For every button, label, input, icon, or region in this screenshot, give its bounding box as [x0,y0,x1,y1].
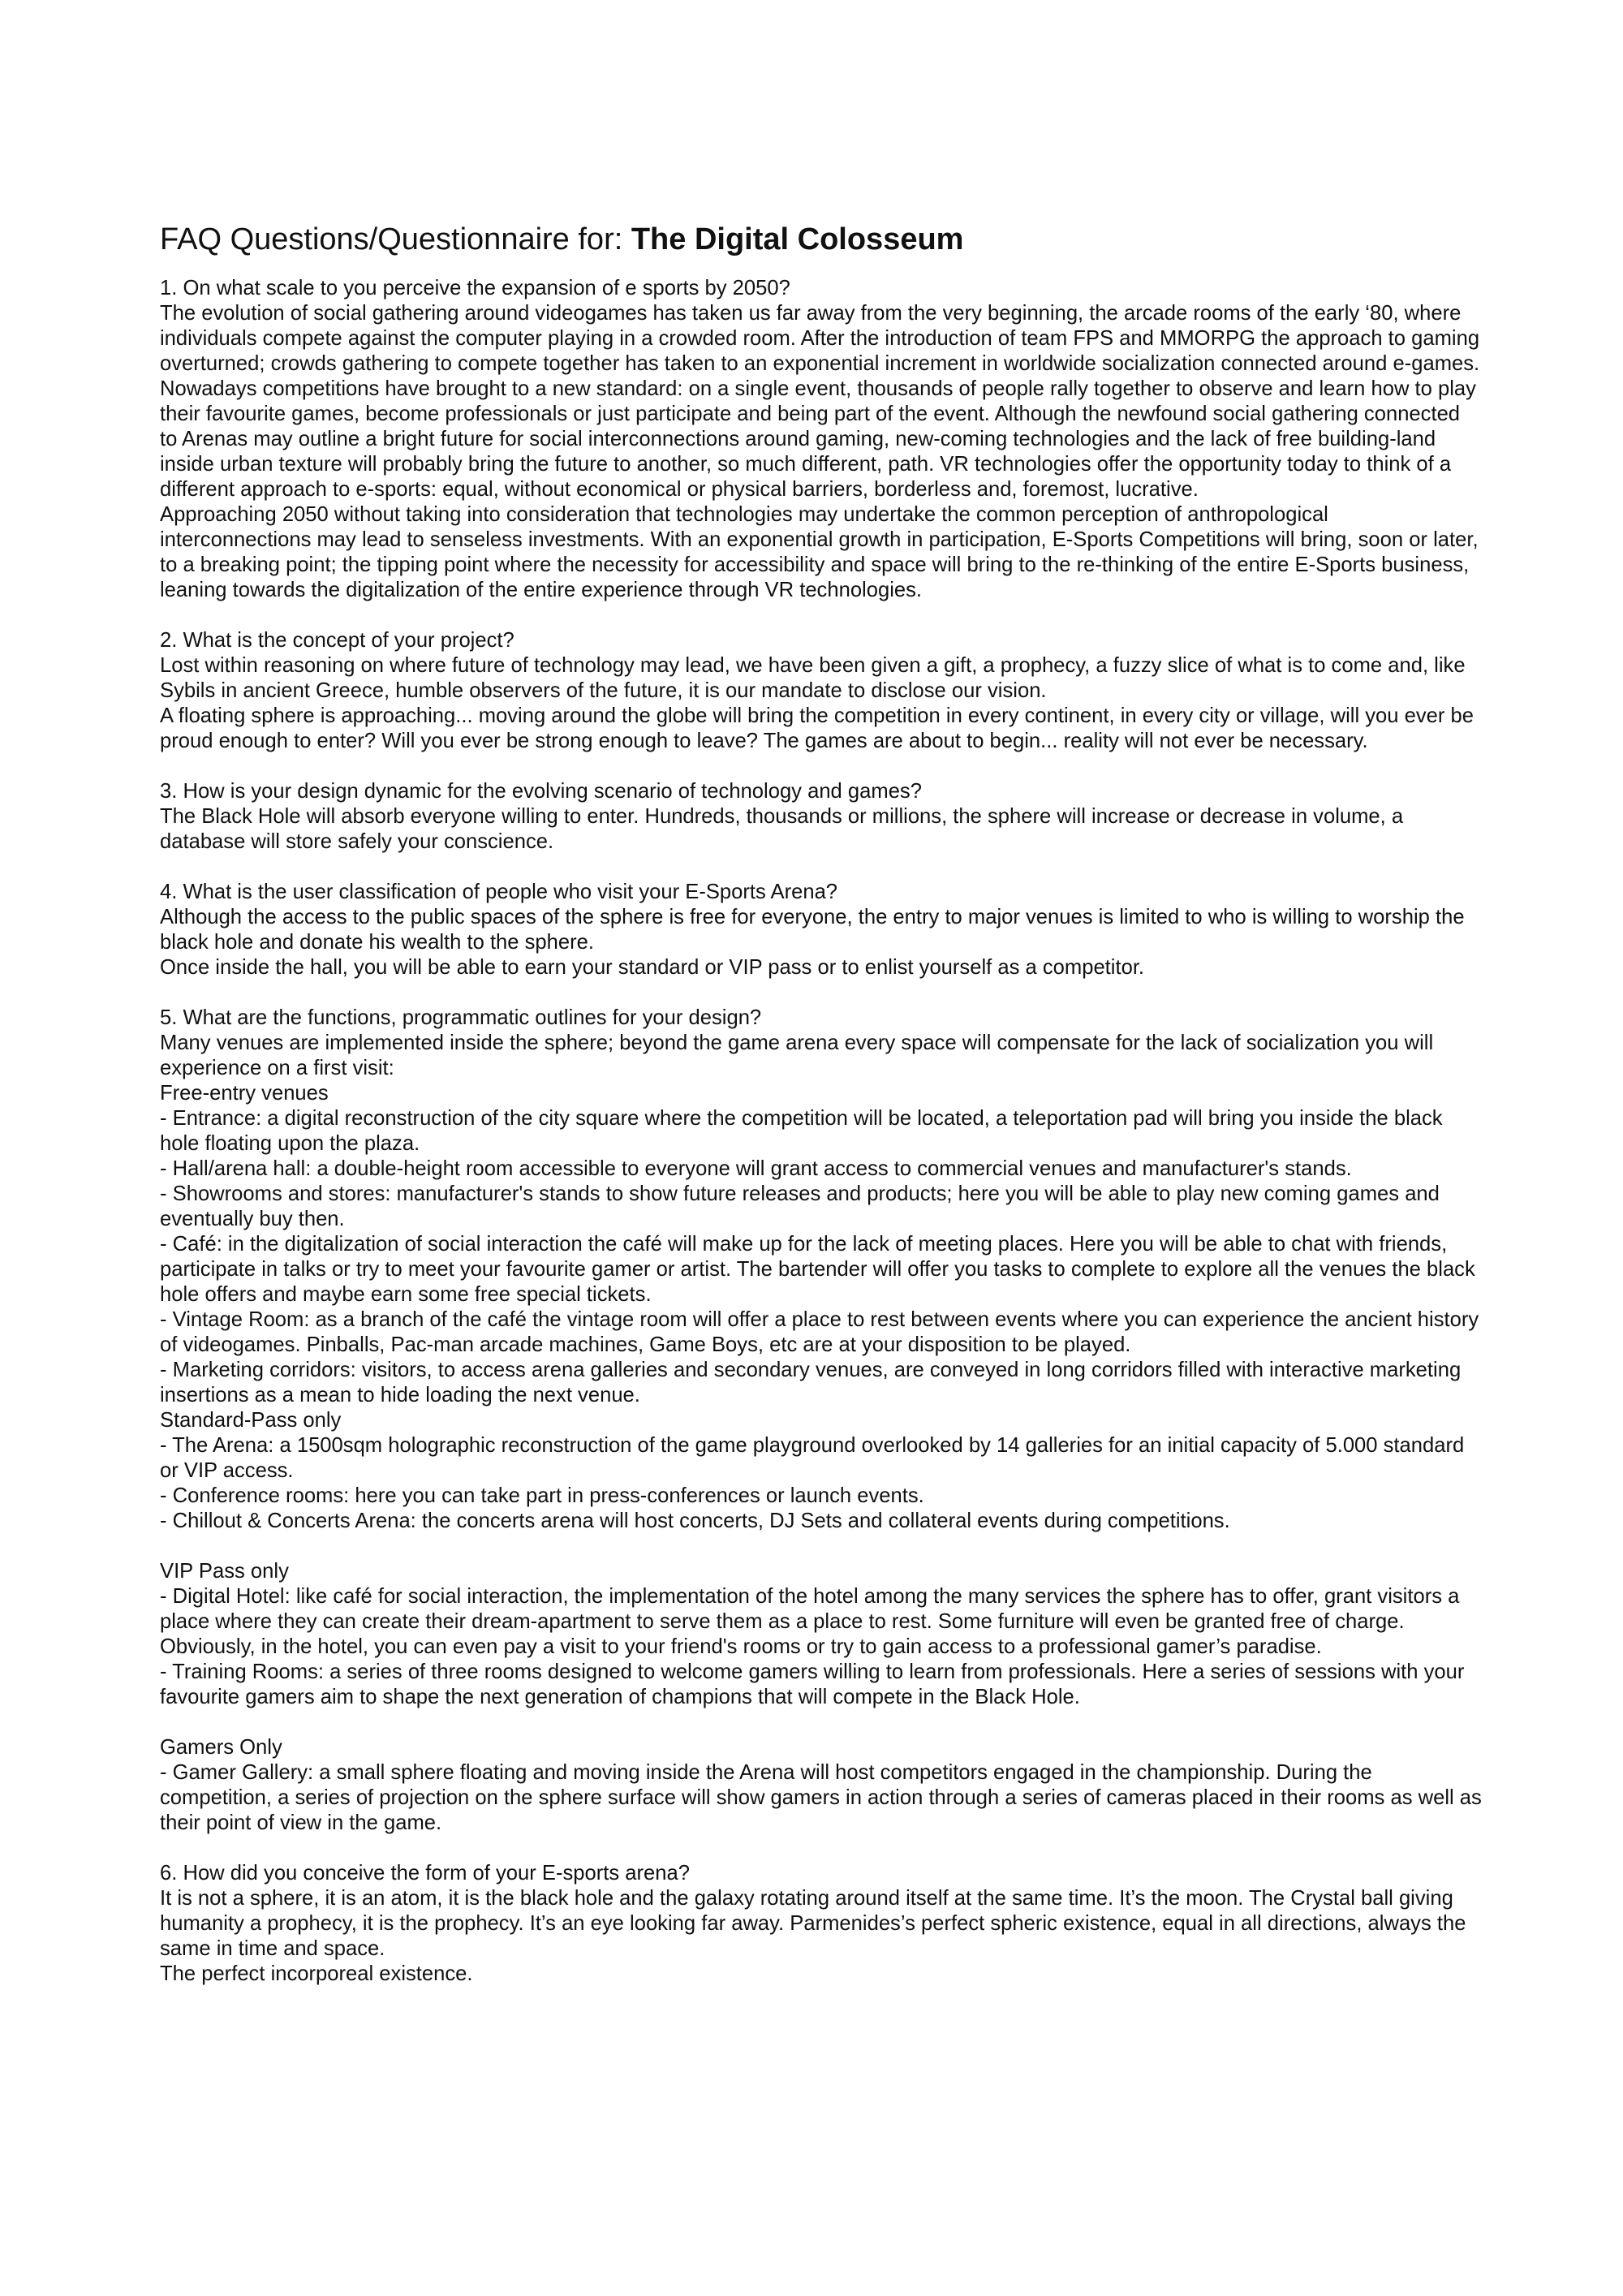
venue-item: - Chillout & Concerts Arena: the concerts arena will host concerts, DJ Sets and collateral events during competitions. [160,1510,1230,1532]
title-prefix: FAQ Questions/Questionnaire for: [160,222,631,256]
answer-paragraph: The Black Hole will absorb everyone willing to enter. Hundreds, thousands or millions, the sphere will increase or decrease in volume, a database will store safely your conscience. [160,805,1404,853]
venue-item: - Café: in the digitalization of social interaction the café will make up for the lack of meeting places. Here you will be able to chat with friends, participate in talks or try to meet your favourite gamer or artist. The bartender will offer you tasks to complete to explore all the venues the black hole offers and maybe earn some free special tickets. [160,1233,1475,1306]
document-page [160,221,1483,2012]
venue-item: - The Arena: a 1500sqm holographic reconstruction of the game playground overlooked by 14 galleries for an initial capacity of 5.000 standard or VIP access. [160,1434,1465,1482]
answer-paragraph: It is not a sphere, it is an atom, it is the black hole and the galaxy rotating around itself at the same time. It’s the moon. The Crystal ball giving humanity a prophecy, it is the prophecy. It’s an eye looking far away. Parmenides’s perfect spheric existence, equal in all directions, always the same in time and space. [160,1887,1466,1960]
answer-paragraph: The evolution of social gathering around videogames has taken us far away from the very beginning, the arcade rooms of the early ‘80, where individuals compete against the computer playing in a crowded room. After the introduction of team FPS and MMORPG the approach to gaming overturned; crowds gathering to compete together has taken to an exponential increment in worldwide socialization connected around e-games. Nowadays competitions have brought to a new standard: on a single event, thousands of people rally together to observe and learn how to play their favourite games, become professionals or just participate and being part of the event. Although the newfound social gathering connected to Arenas may outline a bright future for social interconnections around gaming, new-coming technologies and the lack of free building-land inside urban texture will probably bring the future to another, so much different, path. VR technologies offer the opportunity today to think of a different approach to e-sports: equal, without economical or physical barriers, borderless and, foremost, lucrative. [160,302,1480,501]
faq-section-3 [160,779,1483,855]
venue-category-standard: Standard-Pass only [160,1409,342,1432]
venue-item: - Hall/arena hall: a double-height room accessible to everyone will grant access to commercial venues and manufacturer's stands. [160,1157,1352,1180]
question: 1. On what scale to you perceive the expansion of e sports by 2050? [160,277,790,299]
venue-item: - Training Rooms: a series of three rooms designed to welcome gamers willing to learn from professionals. Here a series of sessions with your favourite gamers aim to shape the next generation of champions that will compete in the Black Hole. [160,1661,1465,1708]
venue-item: - Entrance: a digital reconstruction of the city square where the competition will be located, a teleportation pad will bring you inside the black hole floating upon the plaza. [160,1107,1443,1155]
faq-section-5 [160,1006,1483,1836]
venue-item: - Vintage Room: as a branch of the café the vintage room will offer a place to rest between events where you can experience the ancient history of videogames. Pinballs, Pac-man arcade machines, Game Boys, etc are at your disposition to be played. [160,1308,1479,1356]
question: 3. How is your design dynamic for the evolving scenario of technology and games? [160,780,922,803]
answer-paragraph: Once inside the hall, you will be able to earn your standard or VIP pass or to enlist yourself as a competitor. [160,956,1145,979]
venue-category-gamers: Gamers Only [160,1736,282,1759]
answer-paragraph: The perfect incorporeal existence. [160,1962,473,1985]
vip-block [160,1559,1483,1710]
gamers-block [160,1735,1483,1836]
venue-item: - Conference rooms: here you can take part in press-conferences or launch events. [160,1484,924,1507]
venue-item: - Marketing corridors: visitors, to access arena galleries and secondary venues, are conveyed in long corridors filled with interactive marketing insertions as a mean to hide loading the next venue. [160,1359,1462,1406]
venue-category-free: Free-entry venues [160,1082,329,1105]
answer-paragraph: Many venues are implemented inside the sphere; beyond the game arena every space will compensate for the lack of socialization you will experience on a first visit: [160,1032,1434,1079]
title-name: The Digital Colosseum [631,222,964,256]
answer-paragraph: Approaching 2050 without taking into consideration that technologies may undertake the common perception of anthropological interconnections may lead to senseless investments. With an exponential growth in participation, E-Sports Competitions will bring, soon or later, to a breaking point; the tipping point where the necessity for accessibility and space will bring to the re-thinking of the entire E-Sports business, leaning towards the digitalization of the entire experience through VR technologies. [160,503,1479,601]
answer-paragraph: Although the access to the public spaces of the sphere is free for everyone, the entry to major venues is limited to who is willing to worship the black hole and donate his wealth to the sphere. [160,906,1465,954]
answer-paragraph: Lost within reasoning on where future of technology may lead, we have been given a gift, a prophecy, a fuzzy slice of what is to come and, like Sybils in ancient Greece, humble observers of the future, it is our mandate to disclose our vision. [160,654,1466,702]
venue-item: - Digital Hotel: like café for social interaction, the implementation of the hotel among the many services the sphere has to offer, grant visitors a place where they can create their dream-apartment to serve them as a place to rest. Some furniture will even be granted free of charge. Obviously, in the hotel, you can even pay a visit to your friend's rooms or try to gain access to a professional gamer’s paradise. [160,1585,1460,1658]
question: 2. What is the concept of your project? [160,629,514,652]
faq-section-6 [160,1861,1483,1987]
question: 4. What is the user classification of people who visit your E-Sports Arena? [160,881,838,903]
question: 6. How did you conceive the form of your E-sports arena? [160,1862,690,1885]
venue-category-vip: VIP Pass only [160,1560,289,1583]
venue-item: - Gamer Gallery: a small sphere floating and moving inside the Arena will host competitors engaged in the championship. During the competition, a series of projection on the sphere surface will show gamers in action through a series of cameras placed in their rooms as well as their point of view in the game. [160,1761,1482,1834]
answer-paragraph: A floating sphere is approaching... moving around the globe will bring the competition in every continent, in every city or village, will you ever be proud enough to enter? Will you ever be strong enough to leave? The games are about to begin... reality will not ever be necessary. [160,704,1474,752]
faq-section-4 [160,880,1483,980]
faq-section-1 [160,276,1483,603]
document-title [160,221,1483,258]
question: 5. What are the functions, programmatic outlines for your design? [160,1006,762,1029]
venue-item: - Showrooms and stores: manufacturer's stands to show future releases and products; here you will be able to play new coming games and eventually buy then. [160,1182,1440,1230]
faq-section-2 [160,628,1483,754]
